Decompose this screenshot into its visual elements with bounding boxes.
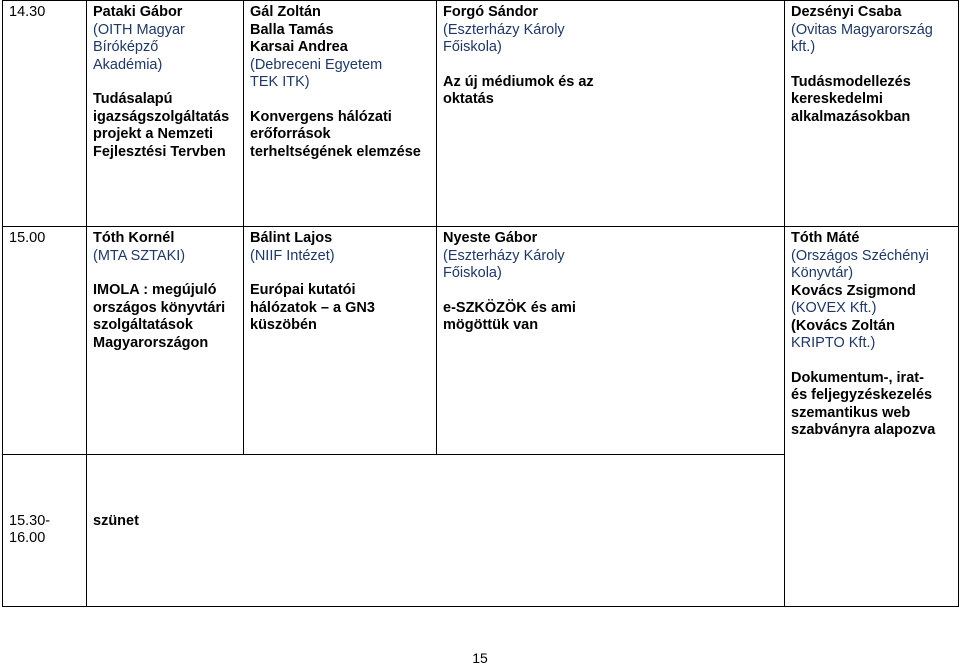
talk-title: terheltségének elemzése bbox=[250, 143, 421, 160]
session-cell bbox=[785, 1, 959, 227]
talk-title: Tudásalapú bbox=[93, 91, 173, 107]
speaker-name: Balla Tamás bbox=[250, 21, 334, 38]
talk-title: mögöttük van bbox=[443, 317, 539, 334]
talk-title: oktatás bbox=[443, 91, 494, 107]
talk-title: szabványra alapozva bbox=[791, 422, 936, 439]
affiliation: (Eszterházy Károly bbox=[443, 21, 565, 38]
talk-title: Tudásmodellezés bbox=[791, 73, 911, 90]
table-row bbox=[3, 1, 959, 227]
break-cell bbox=[87, 454, 785, 606]
session-cell bbox=[87, 227, 244, 454]
schedule-table bbox=[2, 0, 959, 607]
break-label: szünet bbox=[93, 512, 139, 529]
speaker-name: Nyeste Gábor bbox=[443, 230, 538, 247]
speaker-name: Forgó Sándor bbox=[443, 4, 539, 20]
talk-title: Európai kutatói bbox=[250, 282, 356, 299]
talk-title: Fejlesztési Tervben bbox=[93, 143, 226, 160]
session-cell bbox=[785, 227, 959, 607]
affiliation: (Debreceni Egyetem bbox=[250, 56, 383, 73]
affiliation: Akadémia) bbox=[93, 56, 163, 73]
session-cell bbox=[437, 227, 785, 454]
session-cell bbox=[87, 1, 244, 227]
affiliation: (KOVEX Kft.) bbox=[791, 300, 877, 317]
talk-title: e-SZKÖZÖK és ami bbox=[443, 299, 576, 316]
time-cell bbox=[3, 1, 87, 227]
affiliation: KRIPTO Kft.) bbox=[791, 335, 876, 352]
talk-title: erőforrások bbox=[250, 126, 331, 142]
talk-title: Az új médiumok és az bbox=[443, 73, 594, 90]
talk-title: Dokumentum-, irat- bbox=[791, 369, 924, 386]
speaker-name: (Kovács Zoltán bbox=[791, 317, 895, 334]
affiliation: (OITH Magyar bbox=[93, 21, 185, 38]
speaker-name: Karsai Andrea bbox=[250, 39, 348, 55]
talk-title: igazságszolgáltatás bbox=[93, 108, 230, 125]
talk-title: Magyarországon bbox=[93, 334, 209, 351]
speaker-name: Kovács Zsigmond bbox=[791, 282, 916, 299]
affiliation: Könyvtár) bbox=[791, 265, 854, 282]
talk-title: projekt a Nemzeti bbox=[93, 126, 214, 142]
affiliation: (Országos Széchényi bbox=[791, 247, 929, 264]
affiliation: TEK ITK) bbox=[250, 74, 310, 90]
table-row bbox=[3, 227, 959, 454]
talk-title: alkalmazásokban bbox=[791, 108, 911, 125]
affiliation: (Ovitas Magyarország bbox=[791, 21, 933, 38]
time-label: 14.30 bbox=[9, 4, 46, 20]
talk-title: országos könyvtári bbox=[93, 299, 226, 316]
speaker-name: Dezsényi Csaba bbox=[791, 4, 902, 20]
talk-title: szemantikus web bbox=[791, 404, 911, 421]
speaker-name: Bálint Lajos bbox=[250, 230, 333, 247]
affiliation: Bíróképző bbox=[93, 39, 159, 55]
affiliation: (MTA SZTAKI) bbox=[93, 247, 186, 264]
talk-title: kereskedelmi bbox=[791, 91, 883, 107]
page-number: 15 bbox=[472, 650, 488, 666]
talk-title: IMOLA : megújuló bbox=[93, 282, 217, 299]
speaker-name: Tóth Kornél bbox=[93, 230, 175, 247]
talk-title: hálózatok – a GN3 bbox=[250, 299, 375, 316]
session-cell bbox=[244, 1, 437, 227]
talk-title: szolgáltatások bbox=[93, 317, 193, 334]
session-cell bbox=[437, 1, 785, 227]
talk-title: küszöbén bbox=[250, 317, 317, 334]
session-cell bbox=[244, 227, 437, 454]
affiliation: Főiskola) bbox=[443, 39, 502, 55]
talk-title: Konvergens hálózati bbox=[250, 108, 392, 125]
speaker-name: Gál Zoltán bbox=[250, 4, 321, 20]
affiliation: (NIIF Intézet) bbox=[250, 247, 335, 264]
time-cell bbox=[3, 454, 87, 606]
affiliation: (Eszterházy Károly bbox=[443, 247, 565, 264]
affiliation: kft.) bbox=[791, 39, 816, 55]
time-label: 15.30- 16.00 bbox=[9, 512, 51, 547]
speaker-name: Tóth Máté bbox=[791, 230, 860, 247]
time-label: 15.00 bbox=[9, 230, 46, 247]
affiliation: Főiskola) bbox=[443, 265, 502, 282]
speaker-name: Pataki Gábor bbox=[93, 4, 183, 20]
time-cell bbox=[3, 227, 87, 454]
talk-title: és feljegyzéskezelés bbox=[791, 387, 933, 404]
